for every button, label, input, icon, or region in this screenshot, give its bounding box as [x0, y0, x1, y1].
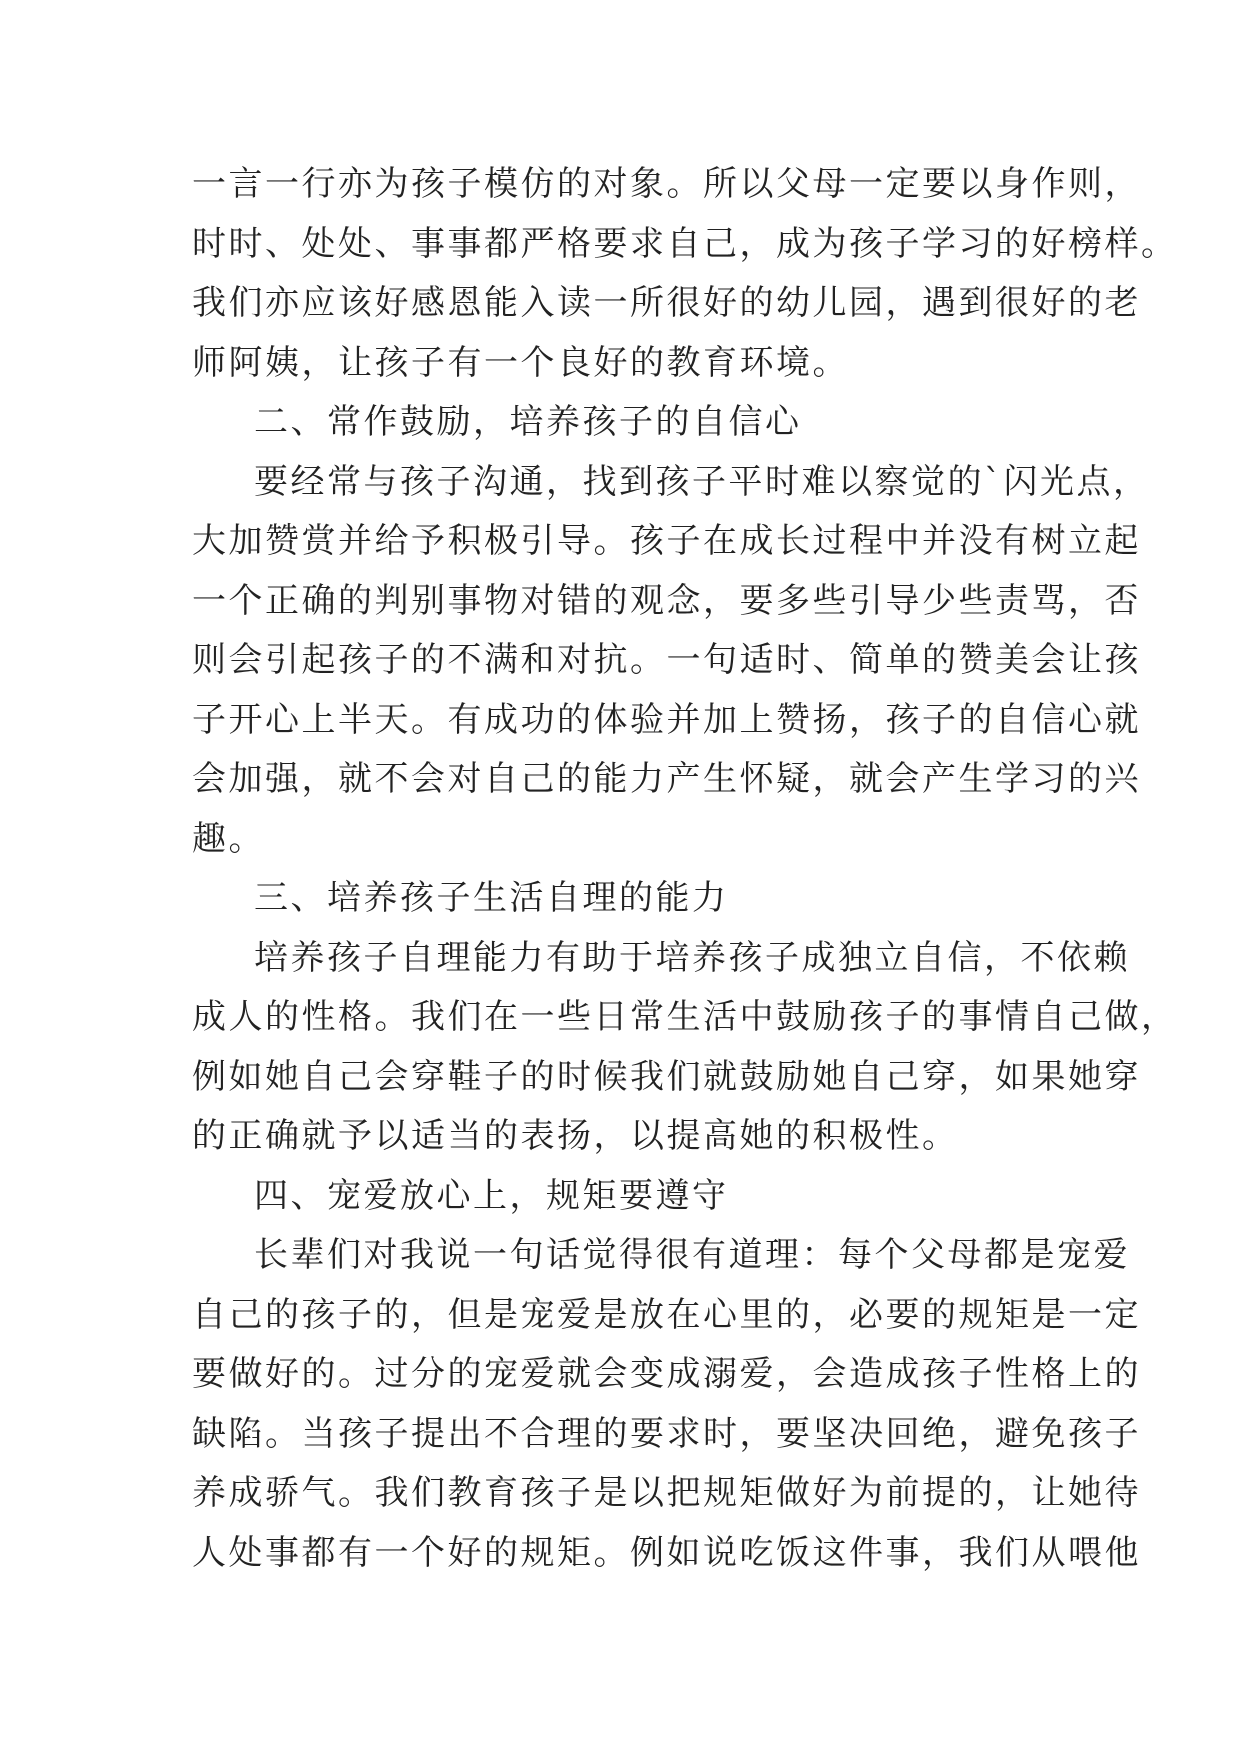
text-line: 缺陷。当孩子提出不合理的要求时，要坚决回绝，避免孩子	[192, 1413, 1141, 1454]
text-line: 成人的性格。我们在一些日常生活中鼓励孩子的事情自己做，	[192, 997, 1178, 1037]
text-line: 要做好的。过分的宠爱就会变成溺爱，会造成孩子性格上的	[192, 1354, 1141, 1394]
text-line: 则会引起孩子的不满和对抗。一句适时、简单的赞美会让孩	[192, 640, 1141, 680]
body-text	[192, 155, 1178, 1583]
section-heading: 三、培养孩子生活自理的能力	[254, 878, 729, 918]
text-line: 子开心上半天。有成功的体验并加上赞扬，孩子的自信心就	[192, 699, 1141, 740]
text-line: 的正确就予以适当的表扬，以提高她的积极性。	[192, 1116, 959, 1156]
section-heading: 四、宠爱放心上，规矩要遵守	[254, 1175, 729, 1216]
text-line: 大加赞赏并给予积极引导。孩子在成长过程中并没有树立起	[192, 521, 1141, 561]
text-line: 趣。	[192, 818, 265, 859]
paragraph-first-line: 长辈们对我说一句话觉得很有道理：每个父母都是宠爱	[254, 1235, 1130, 1275]
section-heading: 二、常作鼓励，培养孩子的自信心	[254, 402, 802, 442]
text-line: 自己的孩子的，但是宠爱是放在心里的，必要的规矩是一定	[192, 1294, 1141, 1335]
text-line: 养成骄气。我们教育孩子是以把规矩做好为前提的，让她待	[192, 1473, 1141, 1513]
text-line: 一言一行亦为孩子模仿的对象。所以父母一定要以身作则，	[192, 164, 1141, 204]
paragraph-first-line: 培养孩子自理能力有助于培养孩子成独立自信，不依赖	[254, 937, 1130, 978]
paragraph-first-line: 要经常与孩子沟通，找到孩子平时难以察觉的`闪光点，	[254, 461, 1150, 502]
text-line: 时时、处处、事事都严格要求自己，成为孩子学习的好榜样。	[192, 223, 1178, 264]
text-line: 会加强，就不会对自己的能力产生怀疑，就会产生学习的兴	[192, 759, 1141, 799]
text-line: 人处事都有一个好的规矩。例如说吃饭这件事，我们从喂他	[192, 1532, 1141, 1573]
text-line: 我们亦应该好感恩能入读一所很好的幼儿园，遇到很好的老	[192, 283, 1141, 323]
text-line: 例如她自己会穿鞋子的时候我们就鼓励她自己穿，如果她穿	[192, 1056, 1141, 1097]
text-line: 一个正确的判别事物对错的观念，要多些引导少些责骂，否	[192, 580, 1141, 621]
text-line: 师阿姨，让孩子有一个良好的教育环境。	[192, 342, 849, 383]
